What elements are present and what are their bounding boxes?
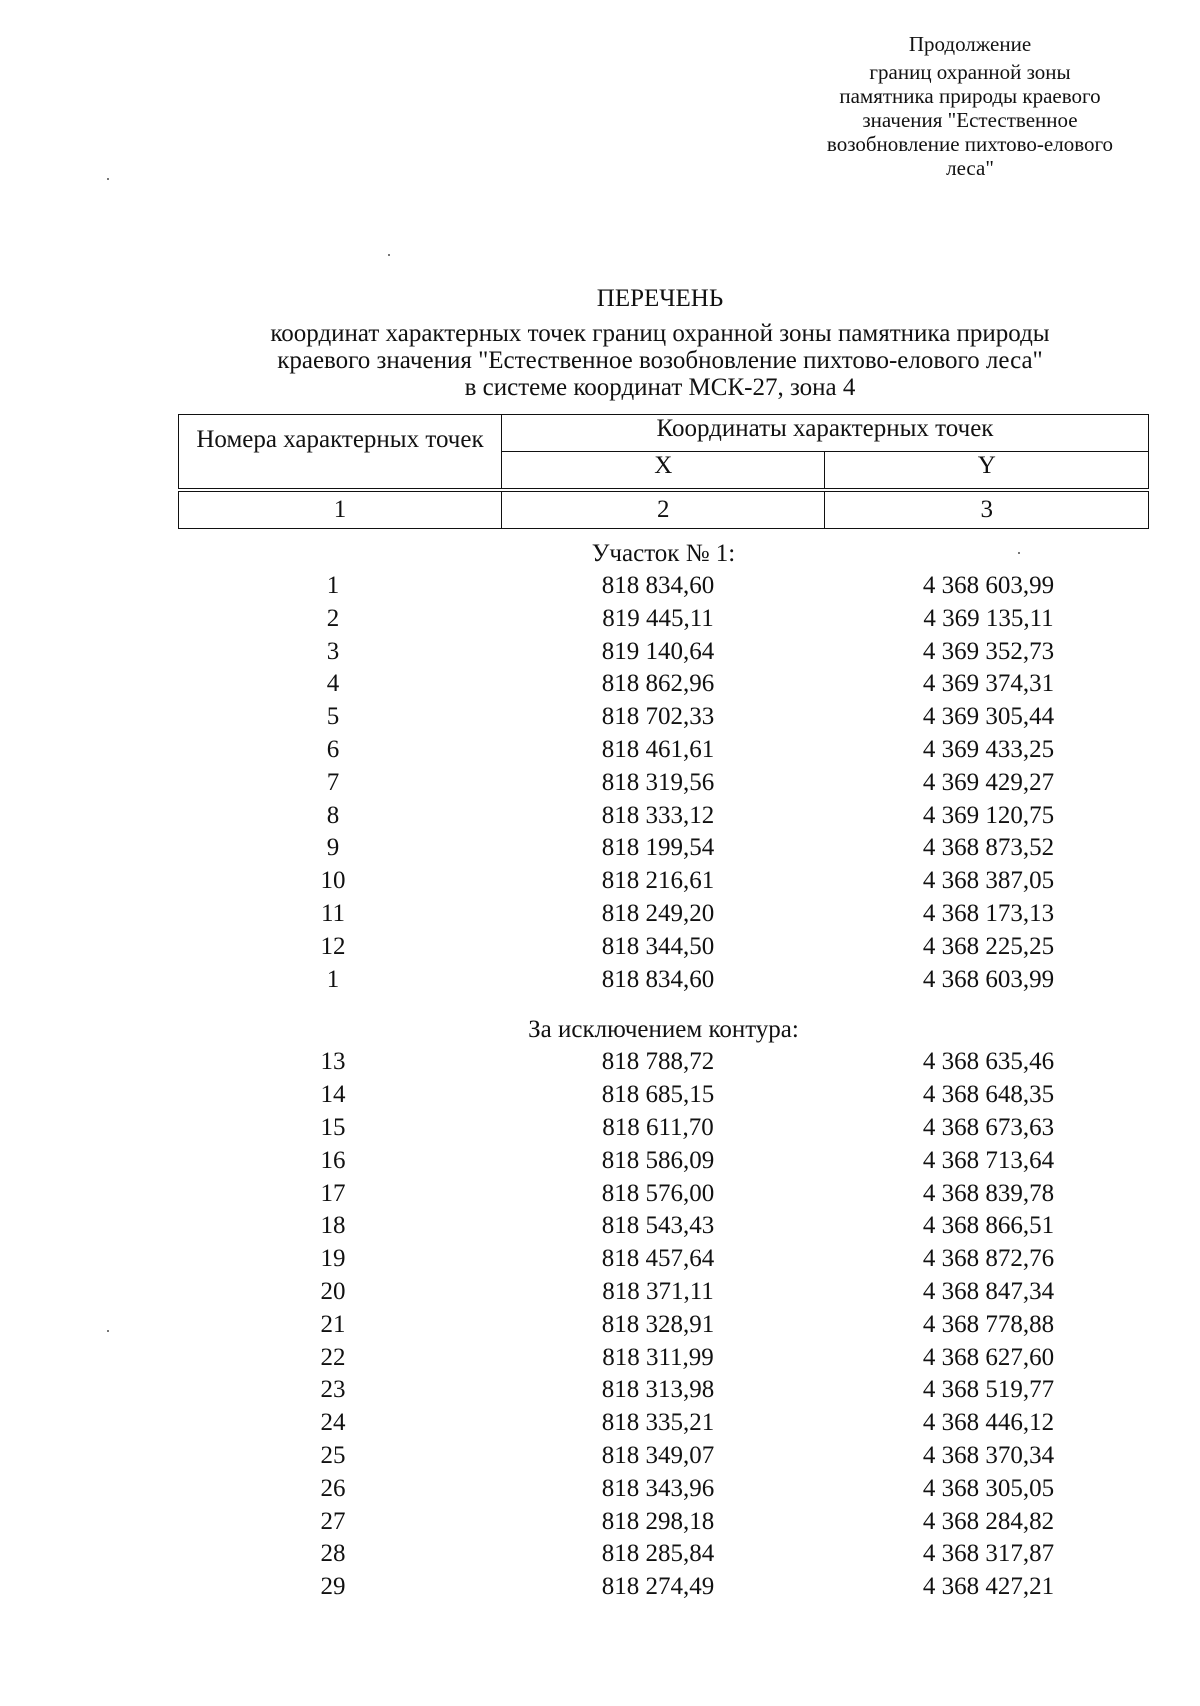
- header-points-cell: Номера характерных точек: [179, 415, 502, 489]
- coordinate-row: [178, 701, 1149, 734]
- point-number: 18: [320, 1212, 346, 1240]
- x-coordinate: 818 285,84: [601, 1540, 715, 1568]
- x-coordinate: 818 333,12: [601, 801, 715, 829]
- point-number: 10: [320, 867, 346, 895]
- heading-line: в системе координат МСК-27, зона 4: [464, 374, 856, 401]
- point-number: 13: [320, 1048, 346, 1076]
- point-number: 19: [320, 1245, 346, 1273]
- x-coordinate: 818 685,15: [601, 1081, 715, 1109]
- continuation-line: памятника природы краевого: [839, 84, 1101, 108]
- point-number: 2: [326, 604, 340, 632]
- section-title: За исключением контура:: [528, 1016, 799, 1044]
- x-coordinate: 818 702,33: [601, 703, 715, 731]
- x-coordinate: 818 611,70: [602, 1113, 714, 1141]
- coordinate-row: [178, 1178, 1149, 1211]
- scan-speck: [107, 1330, 109, 1332]
- x-coordinate: 819 445,11: [602, 604, 714, 632]
- y-coordinate: 4 368 713,64: [922, 1146, 1055, 1174]
- point-number: 5: [326, 703, 340, 731]
- coordinate-row: [178, 1342, 1149, 1375]
- y-coordinate: 4 368 370,34: [922, 1441, 1055, 1469]
- point-number: 4: [326, 670, 340, 698]
- point-number: 14: [320, 1081, 346, 1109]
- document-title: ПЕРЕЧЕНЬ: [596, 285, 724, 312]
- coordinate-row: [178, 1571, 1149, 1604]
- point-number: 21: [320, 1310, 346, 1338]
- x-coordinate: 818 457,64: [601, 1245, 715, 1273]
- header-x-cell: X: [502, 452, 825, 489]
- x-coordinate: 818 249,20: [601, 899, 715, 927]
- y-coordinate: 4 368 866,51: [922, 1212, 1055, 1240]
- coordinate-row: [178, 1112, 1149, 1145]
- x-coordinate: 818 576,00: [601, 1179, 715, 1207]
- y-coordinate: 4 368 873,52: [922, 834, 1055, 862]
- coordinate-row: [178, 734, 1149, 767]
- point-number: 16: [320, 1146, 346, 1174]
- coordinate-row: [178, 570, 1149, 603]
- continuation-title: Продолжение: [908, 32, 1032, 56]
- x-coordinate: 818 543,43: [601, 1212, 715, 1240]
- coordinate-row: [178, 603, 1149, 636]
- y-coordinate: 4 369 305,44: [922, 703, 1055, 731]
- y-coordinate: 4 368 603,99: [922, 572, 1055, 599]
- scan-speck: [388, 254, 390, 256]
- y-coordinate: 4 368 173,13: [922, 899, 1055, 927]
- coordinate-row: [178, 1506, 1149, 1539]
- coordinate-row: [178, 636, 1149, 669]
- coordinate-row: [178, 1309, 1149, 1342]
- y-coordinate: 4 368 673,63: [922, 1113, 1055, 1141]
- y-coordinate: 4 369 135,11: [923, 604, 1054, 632]
- x-coordinate: 818 328,91: [601, 1310, 715, 1338]
- x-coordinate: 818 343,96: [601, 1474, 715, 1502]
- x-coordinate: 818 461,61: [601, 735, 715, 763]
- y-coordinate: 4 368 648,35: [922, 1081, 1055, 1109]
- header-coords-cell: Координаты характерных точек: [502, 415, 1149, 452]
- point-number: 1: [326, 965, 340, 993]
- x-coordinate: 818 371,11: [602, 1277, 714, 1305]
- y-coordinate: 4 369 120,75: [922, 801, 1055, 829]
- header-y-cell: Y: [825, 452, 1149, 489]
- point-number: 28: [320, 1540, 346, 1568]
- y-coordinate: 4 368 387,05: [922, 867, 1055, 895]
- y-coordinate: 4 369 352,73: [922, 637, 1055, 665]
- y-coordinate: 4 369 429,27: [922, 768, 1055, 796]
- coordinate-row: [178, 1145, 1149, 1178]
- coordinates-list: [178, 538, 1149, 1604]
- coordinate-row: [178, 1473, 1149, 1506]
- coordinate-row: [178, 668, 1149, 701]
- point-number: 7: [326, 768, 340, 796]
- x-coordinate: 818 834,60: [601, 572, 715, 599]
- scan-speck: [107, 178, 109, 180]
- y-coordinate: 4 368 225,25: [922, 932, 1055, 960]
- coordinate-row: [178, 1276, 1149, 1309]
- coordinate-row: [178, 1440, 1149, 1473]
- y-coordinate: 4 369 433,25: [922, 735, 1055, 763]
- point-number: 3: [326, 637, 340, 665]
- coordinate-row: [178, 1538, 1149, 1571]
- coordinate-row: [178, 1243, 1149, 1276]
- point-number: 29: [320, 1573, 346, 1601]
- point-number: 27: [320, 1507, 346, 1535]
- point-number: 20: [320, 1277, 346, 1305]
- continuation-note: [780, 32, 1160, 180]
- column-number-cell: 3: [825, 492, 1149, 529]
- column-number-cell: 1: [179, 492, 502, 529]
- coordinate-row: [178, 1210, 1149, 1243]
- point-number: 12: [320, 932, 346, 960]
- point-number: 9: [326, 834, 340, 862]
- y-coordinate: 4 368 847,34: [922, 1277, 1055, 1305]
- point-number: 24: [320, 1409, 346, 1437]
- coordinate-row: [178, 931, 1149, 964]
- point-number: 6: [326, 735, 340, 763]
- y-coordinate: 4 368 446,12: [922, 1409, 1055, 1437]
- coordinate-row: [178, 898, 1149, 931]
- point-number: 11: [320, 899, 346, 927]
- point-number: 15: [320, 1113, 346, 1141]
- y-coordinate: 4 368 635,46: [922, 1048, 1055, 1076]
- coordinate-row: [178, 832, 1149, 865]
- coordinate-row: [178, 1374, 1149, 1407]
- coordinate-row: [178, 865, 1149, 898]
- y-coordinate: 4 368 627,60: [922, 1343, 1055, 1371]
- y-coordinate: 4 368 305,05: [922, 1474, 1055, 1502]
- x-coordinate: 818 311,99: [602, 1343, 714, 1371]
- x-coordinate: 818 216,61: [601, 867, 715, 895]
- y-coordinate: 4 368 872,76: [922, 1245, 1055, 1273]
- y-coordinate: 4 368 839,78: [922, 1179, 1055, 1207]
- x-coordinate: 818 313,98: [601, 1376, 715, 1404]
- x-coordinate: 818 349,07: [601, 1441, 715, 1469]
- point-number: 23: [320, 1376, 346, 1404]
- x-coordinate: 818 274,49: [601, 1573, 715, 1601]
- coordinate-row: [178, 800, 1149, 833]
- scan-speck: [1018, 552, 1020, 554]
- coordinate-row: [178, 964, 1149, 997]
- y-coordinate: 4 369 374,31: [922, 670, 1055, 698]
- x-coordinate: 818 344,50: [601, 932, 715, 960]
- point-number: 26: [320, 1474, 346, 1502]
- coordinates-table-header: [178, 414, 1149, 529]
- continuation-line: значения "Естественное: [862, 108, 1078, 132]
- y-coordinate: 4 368 519,77: [922, 1376, 1055, 1404]
- coordinate-row: [178, 767, 1149, 800]
- x-coordinate: 818 335,21: [601, 1409, 715, 1437]
- y-coordinate: 4 368 603,99: [922, 965, 1055, 993]
- continuation-line: возобновление пихтово-елового: [826, 132, 1114, 156]
- x-coordinate: 818 586,09: [601, 1146, 715, 1174]
- x-coordinate: 818 319,56: [601, 768, 715, 796]
- y-coordinate: 4 368 317,87: [922, 1540, 1055, 1568]
- coordinate-row: [178, 1079, 1149, 1112]
- x-coordinate: 818 788,72: [601, 1048, 715, 1076]
- heading-line: краевого значения "Естественное возобновление пихтово-елового леса": [277, 347, 1043, 374]
- coordinate-row: [178, 1046, 1149, 1079]
- point-number: 25: [320, 1441, 346, 1469]
- y-coordinate: 4 368 284,82: [922, 1507, 1055, 1535]
- x-coordinate: 818 862,96: [601, 670, 715, 698]
- x-coordinate: 818 199,54: [601, 834, 715, 862]
- coordinate-row: [178, 1407, 1149, 1440]
- x-coordinate: 819 140,64: [601, 637, 715, 665]
- document-heading: [180, 285, 1140, 401]
- point-number: 17: [320, 1179, 346, 1207]
- section-gap: [178, 996, 1149, 1014]
- continuation-line: леса": [946, 156, 994, 180]
- point-number: 8: [326, 801, 340, 829]
- y-coordinate: 4 368 778,88: [922, 1310, 1055, 1338]
- continuation-line: границ охранной зоны: [869, 60, 1071, 84]
- x-coordinate: 818 298,18: [601, 1507, 715, 1535]
- column-number-cell: 2: [502, 492, 825, 529]
- section-title: Участок № 1:: [591, 540, 736, 567]
- y-coordinate: 4 368 427,21: [922, 1573, 1055, 1601]
- point-number: 1: [326, 572, 340, 599]
- point-number: 22: [320, 1343, 346, 1371]
- x-coordinate: 818 834,60: [601, 965, 715, 993]
- heading-line: координат характерных точек границ охранной зоны памятника природы: [270, 320, 1050, 347]
